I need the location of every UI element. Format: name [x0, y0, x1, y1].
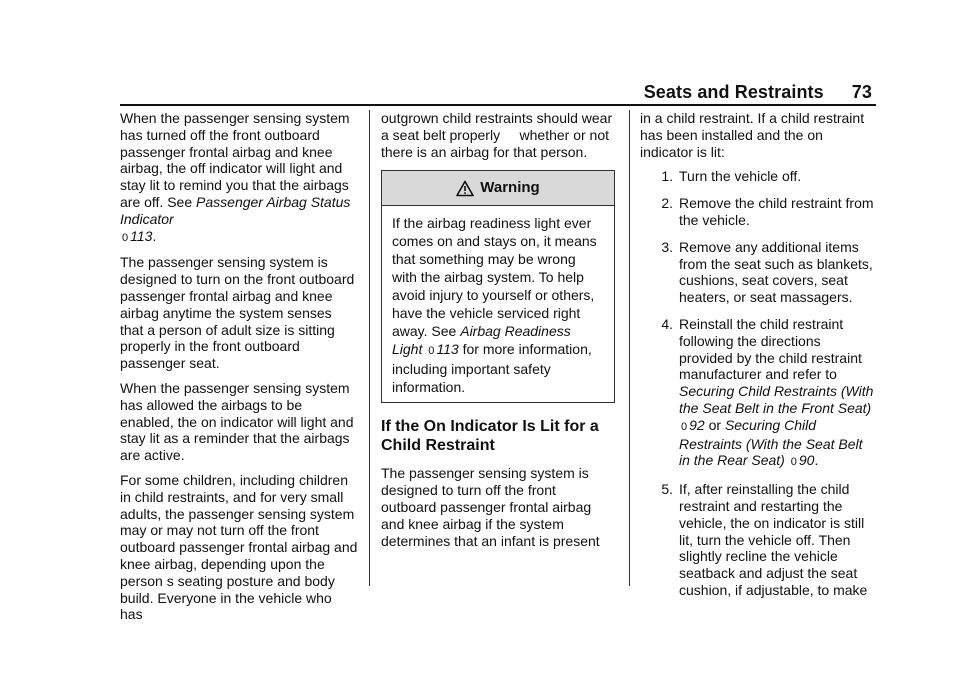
step-number: 4. — [661, 315, 673, 332]
paragraph: When the passenger sensing system has turned off the front outboard passenger frontal airbag and knee airbag, the off indicator will light and stay lit to remind you that the airbags are off. See Passenger Airbag Status Indicator 0 113. — [120, 110, 351, 244]
page-ref-icon: 0 — [681, 420, 688, 433]
page-ref-icon: 0 — [428, 345, 435, 358]
page-ref-number[interactable]: 92 — [689, 416, 705, 433]
step-text: Remove the child restraint from the vehicle. — [679, 195, 874, 228]
step-number: 1. — [661, 168, 673, 185]
conjunction-text: or — [708, 416, 722, 433]
cross-reference-link[interactable]: Airbag Readiness Light — [392, 323, 571, 358]
warning-icon — [456, 180, 474, 197]
step-text: Turn the vehicle off. — [679, 168, 802, 185]
list-item — [640, 168, 876, 185]
column-1 — [120, 110, 358, 631]
warning-title: Warning — [480, 178, 540, 196]
column-2 — [381, 110, 615, 557]
paragraph: For some children, including children in child restraints, and for very small adults, the passenger sensing system may or may not turn off the front outboard passenger frontal airbag and knee airbag, depending upon the person s seating posture and body build. Everyone in the vehicle who has — [120, 471, 358, 623]
step-text: Reinstall the child restraint following the directions provided by the child restraint manufacturer and refer to Securing Child Restraints (With the Seat Belt in the Front Seat) 0 92 or Securing Child Restraints (With the Seat Belt in the Rear Seat) 0 90. — [679, 315, 874, 469]
cross-reference-link[interactable]: Securing Child Restraints (With the Seat Belt in the Front Seat) — [679, 383, 874, 416]
steps-list — [640, 168, 876, 598]
warning-header — [382, 171, 614, 206]
column-3 — [640, 110, 876, 609]
page-header — [644, 82, 872, 103]
paragraph: The passenger sensing system is designed to turn on the front outboard passenger frontal airbag and knee airbag anytime the system senses that a person of adult size is sitting properly in the front outboard passenger seat. — [120, 254, 355, 372]
list-item — [640, 195, 876, 229]
paragraph-text: When the passenger sensing system has turned off the front outboard passenger frontal airbag and knee airbag, the off indicator will light and stay lit to remind you that the airbags are off. See — [120, 110, 350, 210]
column-divider-1 — [369, 110, 370, 586]
page-ref-number[interactable]: 113 — [436, 341, 459, 358]
column-divider-2 — [629, 110, 630, 586]
list-item — [640, 239, 876, 306]
paragraph: in a child restraint. If a child restraint has been installed and the on indicator is lit: — [640, 110, 865, 160]
page-ref-number[interactable]: 90 — [798, 452, 815, 469]
warning-text-after: for more information, including important safety information. — [392, 341, 592, 396]
step-number: 2. — [661, 195, 673, 212]
warning-box — [381, 170, 615, 403]
cross-reference-link[interactable]: Passenger Airbag Status Indicator — [120, 193, 351, 227]
section-title-header: Seats and Restraints — [643, 82, 824, 102]
list-item — [640, 481, 876, 599]
cross-reference-link[interactable]: Securing Child Restraints (With the Seat Belt in the Rear Seat) — [679, 416, 863, 469]
warning-body — [382, 206, 614, 402]
paragraph: When the passenger sensing system has allowed the airbags to be enabled, the on indicator will light and stay lit as a reminder that the airbags are active. — [120, 379, 354, 464]
step-text-lead: Reinstall the child restraint following the directions provided by the child restraint manufacturer and refer to — [679, 315, 862, 383]
page-ref-icon: 0 — [122, 231, 129, 244]
step-number: 3. — [661, 238, 673, 255]
step-text: If, after reinstalling the child restraint and restarting the vehicle, the on indicator is still lit, turn the vehicle off. Then slightly recline the vehicle seatback and adjust the seat cushion, if adjustable, to make — [679, 481, 868, 598]
warning-text: If the airbag readiness light ever comes on and stays on, it means that something may be wrong with the airbag system. To help avoid injury to yourself or others, have the vehicle serviced right away. See — [392, 215, 597, 340]
page-ref-number[interactable]: 113 — [130, 227, 153, 244]
step-text: Remove any additional items from the seat such as blankets, cushions, seat covers, seat heaters, or seat massagers. — [679, 238, 873, 306]
header-rule — [120, 104, 876, 106]
paragraph: outgrown child restraints should wear a seat belt properly whether or not there is an airbag for that person. — [381, 110, 617, 160]
page-ref-icon: 0 — [790, 456, 797, 469]
section-heading: If the On Indicator Is Lit for a Child Restraint — [381, 418, 599, 455]
paragraph: The passenger sensing system is designed to turn off the front outboard passenger frontal airbag and knee airbag if the system determines that an infant is present — [381, 465, 600, 549]
list-item — [640, 316, 876, 471]
step-number: 5. — [661, 481, 673, 498]
page-number: 73 — [851, 82, 872, 102]
